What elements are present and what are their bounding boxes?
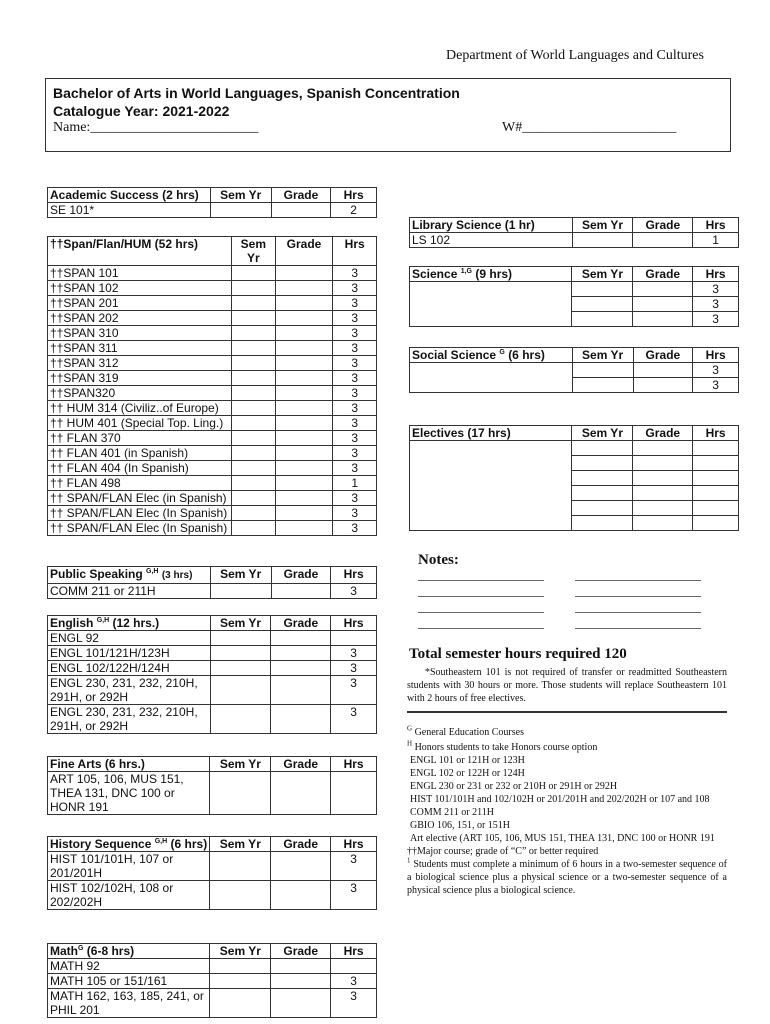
hrs-cell[interactable] — [331, 959, 377, 974]
semyr-cell[interactable] — [231, 296, 275, 311]
semyr-cell[interactable] — [572, 501, 633, 516]
course-name: ††SPAN 311 — [48, 341, 232, 356]
course-name: ENGL 230, 231, 232, 210H, 291H, or 292H — [48, 705, 211, 734]
col-hrs: Hrs — [693, 267, 739, 282]
col-hrs: Hrs — [693, 426, 739, 441]
course-name: ††SPAN 101 — [48, 266, 232, 281]
hrs-cell: 3 — [333, 356, 377, 371]
public-speaking-table — [47, 566, 377, 599]
fine-arts-title: Fine Arts (6 hrs.) — [48, 757, 210, 772]
section-hours: (6 hrs) — [170, 837, 208, 851]
history-table — [47, 836, 377, 910]
grade-cell[interactable] — [633, 297, 693, 312]
program-title: Bachelor of Arts in World Languages, Spanish Concentration — [53, 85, 460, 101]
grade-cell[interactable] — [271, 646, 331, 661]
grade-cell[interactable] — [275, 506, 333, 521]
grade-cell[interactable] — [633, 233, 693, 248]
hrs-cell: 3 — [333, 431, 377, 446]
col-hrs: Hrs — [331, 567, 377, 584]
col-semyr: Sem Yr — [210, 616, 271, 631]
col-grade: Grade — [275, 237, 333, 266]
footnote-mark: G — [78, 945, 84, 952]
col-hrs: Hrs — [333, 237, 377, 266]
legend-line: ENGL 230 or 231 or 232 or 210H or 291H or 292H — [410, 781, 618, 792]
course-row — [48, 266, 377, 281]
hrs-cell: 1 — [333, 476, 377, 491]
hrs-cell[interactable] — [693, 441, 739, 456]
semyr-cell[interactable] — [210, 584, 271, 599]
hrs-cell: 3 — [333, 506, 377, 521]
hrs-cell[interactable] — [693, 501, 739, 516]
col-semyr: Sem Yr — [210, 944, 271, 959]
legend-h: Honors students to take Honors course option — [414, 742, 598, 753]
col-grade: Grade — [633, 218, 693, 233]
hrs-cell: 3 — [693, 282, 739, 297]
grade-cell[interactable] — [633, 471, 693, 486]
grade-cell[interactable] — [275, 326, 333, 341]
electives-title: Electives (17 hrs) — [410, 426, 572, 441]
grade-cell[interactable] — [633, 456, 693, 471]
semyr-cell[interactable] — [210, 974, 271, 989]
col-grade: Grade — [633, 348, 693, 363]
legend-line: HIST 101/101H and 102/102H or 201/201H and 202/202H or 107 and 108 — [410, 794, 710, 805]
hrs-cell: 3 — [331, 974, 377, 989]
course-name — [410, 516, 572, 531]
hrs-cell[interactable] — [693, 516, 739, 531]
hrs-cell: 3 — [333, 296, 377, 311]
section-hours: (3 hrs) — [161, 570, 193, 581]
hrs-cell: 3 — [331, 705, 377, 734]
course-name — [410, 501, 572, 516]
grade-cell[interactable] — [275, 341, 333, 356]
section-hours: (6-8 hrs) — [86, 944, 135, 958]
col-hrs: Hrs — [331, 944, 377, 959]
course-row — [410, 501, 739, 516]
course-name: ††SPAN 102 — [48, 281, 232, 296]
semyr-cell[interactable] — [572, 378, 633, 393]
legend-line: GBIO 106, 151, or 151H — [410, 820, 510, 831]
footnote-mark: G — [499, 349, 505, 356]
course-row — [410, 441, 739, 456]
semyr-cell[interactable] — [572, 297, 633, 312]
course-name — [410, 441, 572, 456]
semyr-cell[interactable] — [210, 676, 271, 705]
col-grade: Grade — [271, 757, 331, 772]
se101-footnote: *Southeastern 101 is not required of transfer or readmitted Southeastern students with 30 hours or more. Those students will replace Southeastern 101 with 2 hours of free electives. — [407, 667, 727, 704]
course-name: †† SPAN/FLAN Elec (in Spanish) — [48, 491, 232, 506]
catalogue-year: Catalogue Year: 2021-2022 — [53, 103, 230, 119]
course-row — [410, 471, 739, 486]
semyr-cell[interactable] — [572, 363, 633, 378]
semyr-cell[interactable] — [231, 521, 275, 536]
course-name: ENGL 102/122H/124H — [48, 661, 211, 676]
grade-cell[interactable] — [271, 203, 331, 218]
semyr-cell[interactable] — [572, 456, 633, 471]
total-hours: Total semester hours required 120 — [409, 646, 627, 662]
hrs-cell: 3 — [333, 386, 377, 401]
section-hours: (6 hrs) — [508, 348, 545, 362]
semyr-cell[interactable] — [572, 471, 633, 486]
grade-cell[interactable] — [271, 705, 331, 734]
grade-cell[interactable] — [275, 311, 333, 326]
course-name: MATH 105 or 151/161 — [48, 974, 210, 989]
grade-cell[interactable] — [271, 676, 331, 705]
hrs-cell: 3 — [333, 371, 377, 386]
hrs-cell: 3 — [333, 446, 377, 461]
grade-cell[interactable] — [271, 989, 331, 1018]
legend: $^G$ General Education Courses $^H$ Honors students to take Honors course option ENGL 101 or 121H or 123H ENGL 102 or 122H or 124H ENGL 230 or 231 or 232 or 210H or 291H or 292H HIST 101/101H and 102/102H or 201/201H and 202/202H or 107 and 108 COMM 211 or 211H GBIO 106, 151, or 151H Art elective (ART 105, 106, MUS 151, THEA 131, DNC 100 or HONR 191 ††Major course; grade of “C” or better required $^1$ Students must complete a minimum of 6 hours in a two-semester sequence of a biological science plus a physical science or a two-semester sequence of a physical science plus a biological science. — [407, 724, 727, 896]
footnote-mark: G,H — [96, 617, 110, 624]
hrs-cell: 3 — [333, 401, 377, 416]
history-title: History Sequence — [50, 837, 152, 851]
semyr-cell[interactable] — [231, 371, 275, 386]
col-semyr: Sem Yr — [572, 267, 633, 282]
semyr-cell[interactable] — [231, 431, 275, 446]
col-semyr: Sem Yr — [210, 567, 271, 584]
semyr-cell[interactable] — [231, 281, 275, 296]
col-hrs: Hrs — [331, 616, 377, 631]
col-grade: Grade — [271, 944, 331, 959]
course-row — [48, 676, 377, 705]
semyr-cell[interactable] — [572, 312, 633, 327]
grade-cell[interactable] — [633, 312, 693, 327]
grade-cell[interactable] — [275, 371, 333, 386]
course-row — [48, 989, 377, 1018]
course-name: †† FLAN 401 (in Spanish) — [48, 446, 232, 461]
legend-line: ENGL 101 or 121H or 123H — [410, 755, 525, 766]
course-name: ENGL 92 — [48, 631, 211, 646]
course-name: †† HUM 401 (Special Top. Ling.) — [48, 416, 232, 431]
course-row — [48, 521, 377, 536]
col-semyr: Sem Yr — [210, 188, 271, 203]
grade-cell[interactable] — [633, 282, 693, 297]
semyr-cell[interactable] — [231, 491, 275, 506]
semyr-cell[interactable] — [231, 266, 275, 281]
grade-cell[interactable] — [633, 363, 693, 378]
hrs-cell: 3 — [333, 281, 377, 296]
semyr-cell[interactable] — [210, 203, 271, 218]
semyr-cell[interactable] — [231, 416, 275, 431]
col-semyr: Sem Yr — [572, 348, 633, 363]
col-semyr: Sem Yr — [572, 218, 633, 233]
hrs-cell: 2 — [331, 203, 377, 218]
semyr-cell[interactable] — [210, 881, 271, 910]
col-hrs: Hrs — [693, 218, 739, 233]
course-row — [48, 416, 377, 431]
library-science-table — [409, 217, 739, 248]
course-blank[interactable] — [410, 282, 572, 297]
legend-line: ENGL 102 or 122H or 124H — [410, 768, 525, 779]
semyr-cell[interactable] — [210, 989, 271, 1018]
major-courses-title: ††Span/Flan/HUM (52 hrs) — [48, 237, 232, 266]
grade-cell[interactable] — [633, 441, 693, 456]
grade-cell[interactable] — [633, 501, 693, 516]
semyr-cell[interactable] — [231, 386, 275, 401]
course-name: COMM 211 or 211H — [48, 584, 211, 599]
hrs-cell: 3 — [333, 416, 377, 431]
course-name: †† FLAN 404 (In Spanish) — [48, 461, 232, 476]
math-table — [47, 943, 377, 1018]
grade-cell[interactable] — [271, 772, 331, 815]
course-blank[interactable] — [410, 378, 573, 393]
legend-line: Art elective (ART 105, 106, MUS 151, THEA 131, DNC 100 or HONR 191 — [410, 833, 715, 844]
program-header — [45, 78, 731, 152]
semyr-cell[interactable] — [231, 356, 275, 371]
hrs-cell: 3 — [693, 297, 739, 312]
semyr-cell[interactable] — [210, 631, 271, 646]
semyr-cell[interactable] — [231, 461, 275, 476]
course-name: ††SPAN 202 — [48, 311, 232, 326]
library-science-title: Library Science (1 hr) — [410, 218, 573, 233]
course-row — [48, 401, 377, 416]
col-grade: Grade — [271, 188, 331, 203]
hrs-cell: 3 — [331, 852, 377, 881]
col-semyr: Sem Yr — [210, 757, 271, 772]
course-name: LS 102 — [410, 233, 573, 248]
english-table — [47, 615, 377, 734]
course-name: MATH 162, 163, 185, 241, or PHIL 201 — [48, 989, 210, 1018]
grade-cell[interactable] — [271, 881, 331, 910]
hrs-cell: 3 — [333, 491, 377, 506]
hrs-cell: 3 — [333, 266, 377, 281]
course-row — [48, 281, 377, 296]
col-grade: Grade — [633, 426, 693, 441]
hrs-cell: 3 — [333, 341, 377, 356]
course-name: ††SPAN 312 — [48, 356, 232, 371]
course-row — [48, 491, 377, 506]
semyr-cell[interactable] — [210, 646, 271, 661]
grade-cell[interactable] — [275, 356, 333, 371]
hrs-cell: 3 — [331, 676, 377, 705]
grade-cell[interactable] — [633, 516, 693, 531]
course-name: ART 105, 106, MUS 151, THEA 131, DNC 100 or HONR 191 — [48, 772, 210, 815]
course-row — [48, 661, 377, 676]
semyr-cell[interactable] — [572, 233, 633, 248]
legend-major: ††Major course; grade of “C” or better required — [407, 846, 599, 857]
semyr-cell[interactable] — [210, 959, 271, 974]
course-name: MATH 92 — [48, 959, 210, 974]
col-hrs: Hrs — [331, 188, 377, 203]
course-name: †† FLAN 370 — [48, 431, 232, 446]
course-row — [48, 881, 377, 910]
course-name: HIST 101/101H, 107 or 201/201H — [48, 852, 210, 881]
course-name: HIST 102/102H, 108 or 202/202H — [48, 881, 210, 910]
footnote-mark: G,H — [146, 568, 159, 575]
grade-cell[interactable] — [275, 401, 333, 416]
col-semyr: Sem Yr — [572, 426, 633, 441]
grade-cell[interactable] — [271, 974, 331, 989]
course-name: †† SPAN/FLAN Elec (In Spanish) — [48, 506, 232, 521]
w-number-field[interactable]: W#______________________ — [502, 120, 677, 135]
course-blank[interactable] — [410, 363, 573, 378]
hrs-cell: 3 — [331, 646, 377, 661]
semyr-cell[interactable] — [231, 401, 275, 416]
course-row — [48, 296, 377, 311]
hrs-cell[interactable] — [693, 456, 739, 471]
grade-cell[interactable] — [275, 521, 333, 536]
grade-cell[interactable] — [271, 852, 331, 881]
hrs-cell: 3 — [693, 363, 739, 378]
course-row — [48, 646, 377, 661]
grade-cell[interactable] — [275, 296, 333, 311]
science-table — [409, 266, 739, 327]
course-row — [410, 456, 739, 471]
hrs-cell: 3 — [693, 312, 739, 327]
notes-lines[interactable] — [418, 572, 728, 632]
english-title: English — [50, 616, 94, 630]
course-row — [48, 852, 377, 881]
course-row — [48, 959, 377, 974]
hrs-cell: 3 — [333, 326, 377, 341]
grade-cell[interactable] — [275, 431, 333, 446]
grade-cell[interactable] — [275, 476, 333, 491]
course-row — [48, 974, 377, 989]
grade-cell[interactable] — [275, 446, 333, 461]
course-name: †† SPAN/FLAN Elec (In Spanish) — [48, 521, 232, 536]
academic-success-table — [47, 187, 377, 218]
course-row — [48, 326, 377, 341]
semyr-cell[interactable] — [572, 486, 633, 501]
grade-cell[interactable] — [271, 584, 331, 599]
name-field[interactable]: Name:________________________ — [53, 120, 259, 135]
col-hrs: Hrs — [331, 757, 377, 772]
course-blank[interactable] — [410, 312, 572, 327]
math-title: Math — [50, 944, 78, 958]
hrs-cell: 3 — [333, 311, 377, 326]
course-row — [48, 386, 377, 401]
footnote-mark: G,H — [154, 838, 168, 845]
grade-cell[interactable] — [271, 661, 331, 676]
grade-cell[interactable] — [633, 486, 693, 501]
course-row — [48, 311, 377, 326]
course-name — [410, 486, 572, 501]
course-row — [48, 356, 377, 371]
course-name — [410, 471, 572, 486]
grade-cell[interactable] — [275, 416, 333, 431]
course-name: ††SPAN 310 — [48, 326, 232, 341]
col-hrs: Hrs — [693, 348, 739, 363]
course-row — [48, 461, 377, 476]
section-hours: (9 hrs) — [475, 267, 513, 281]
hrs-cell: 3 — [333, 461, 377, 476]
grade-cell[interactable] — [275, 386, 333, 401]
semyr-cell[interactable] — [210, 852, 271, 881]
col-hrs: Hrs — [331, 837, 377, 852]
course-name: SE 101* — [48, 203, 211, 218]
hrs-cell[interactable] — [693, 486, 739, 501]
social-science-table — [409, 347, 739, 393]
legend-g: General Education Courses — [414, 727, 524, 738]
course-name: ENGL 230, 231, 232, 210H, 291H, or 292H — [48, 676, 211, 705]
semyr-cell[interactable] — [231, 446, 275, 461]
department-name: Department of World Languages and Cultures — [446, 48, 704, 63]
semyr-cell[interactable] — [210, 705, 271, 734]
col-semyr: Sem Yr — [231, 237, 275, 266]
hrs-cell: 3 — [333, 521, 377, 536]
grade-cell[interactable] — [271, 959, 331, 974]
academic-success-title: Academic Success (2 hrs) — [48, 188, 211, 203]
course-row — [48, 705, 377, 734]
grade-cell[interactable] — [275, 491, 333, 506]
semyr-cell[interactable] — [231, 341, 275, 356]
legend-line: COMM 211 or 211H — [410, 807, 494, 818]
hrs-cell[interactable] — [693, 471, 739, 486]
electives-table — [409, 425, 739, 531]
course-name: ††SPAN 319 — [48, 371, 232, 386]
course-name: †† FLAN 498 — [48, 476, 232, 491]
course-name: †† HUM 314 (Civiliz..of Europe) — [48, 401, 232, 416]
legend-sci: Students must complete a minimum of 6 hours in a two-semester sequence of a biological science plus a physical science or a two-semester sequence of a physical science plus a biological science. — [407, 859, 727, 896]
section-hours: (12 hrs.) — [112, 616, 160, 630]
col-grade: Grade — [271, 567, 331, 584]
course-row — [410, 516, 739, 531]
course-blank[interactable] — [410, 297, 572, 312]
semyr-cell[interactable] — [572, 282, 633, 297]
course-row — [48, 476, 377, 491]
footnote-mark: 1,G — [460, 268, 473, 275]
col-semyr: Sem Yr — [210, 837, 271, 852]
public-speaking-title: Public Speaking — [50, 567, 143, 581]
grade-cell[interactable] — [275, 281, 333, 296]
course-row — [48, 371, 377, 386]
social-science-title: Social Science — [412, 348, 497, 362]
course-row — [48, 506, 377, 521]
major-courses-table — [47, 236, 377, 536]
col-grade: Grade — [271, 837, 331, 852]
course-row — [48, 631, 377, 646]
semyr-cell[interactable] — [210, 772, 271, 815]
hrs-cell: 3 — [693, 378, 739, 393]
semyr-cell[interactable] — [210, 661, 271, 676]
hrs-cell: 3 — [331, 881, 377, 910]
col-grade: Grade — [271, 616, 331, 631]
course-name: ††SPAN320 — [48, 386, 232, 401]
hrs-cell[interactable] — [331, 772, 377, 815]
divider — [407, 711, 727, 713]
semyr-cell[interactable] — [231, 506, 275, 521]
notes-title: Notes: — [418, 552, 459, 568]
fine-arts-table — [47, 756, 377, 815]
course-row — [48, 431, 377, 446]
col-grade: Grade — [633, 267, 693, 282]
semyr-cell[interactable] — [231, 311, 275, 326]
semyr-cell[interactable] — [572, 441, 633, 456]
course-name — [410, 456, 572, 471]
grade-cell[interactable] — [271, 631, 331, 646]
hrs-cell: 3 — [331, 584, 377, 599]
science-title: Science — [412, 267, 458, 281]
course-name: ††SPAN 201 — [48, 296, 232, 311]
course-row — [48, 446, 377, 461]
course-row — [48, 341, 377, 356]
semyr-cell[interactable] — [231, 326, 275, 341]
hrs-cell[interactable] — [331, 631, 377, 646]
grade-cell[interactable] — [275, 461, 333, 476]
semyr-cell[interactable] — [231, 476, 275, 491]
hrs-cell: 1 — [693, 233, 739, 248]
hrs-cell: 3 — [331, 989, 377, 1018]
grade-cell[interactable] — [633, 378, 693, 393]
course-row — [410, 486, 739, 501]
course-name: ENGL 101/121H/123H — [48, 646, 211, 661]
semyr-cell[interactable] — [572, 516, 633, 531]
hrs-cell: 3 — [331, 661, 377, 676]
grade-cell[interactable] — [275, 266, 333, 281]
